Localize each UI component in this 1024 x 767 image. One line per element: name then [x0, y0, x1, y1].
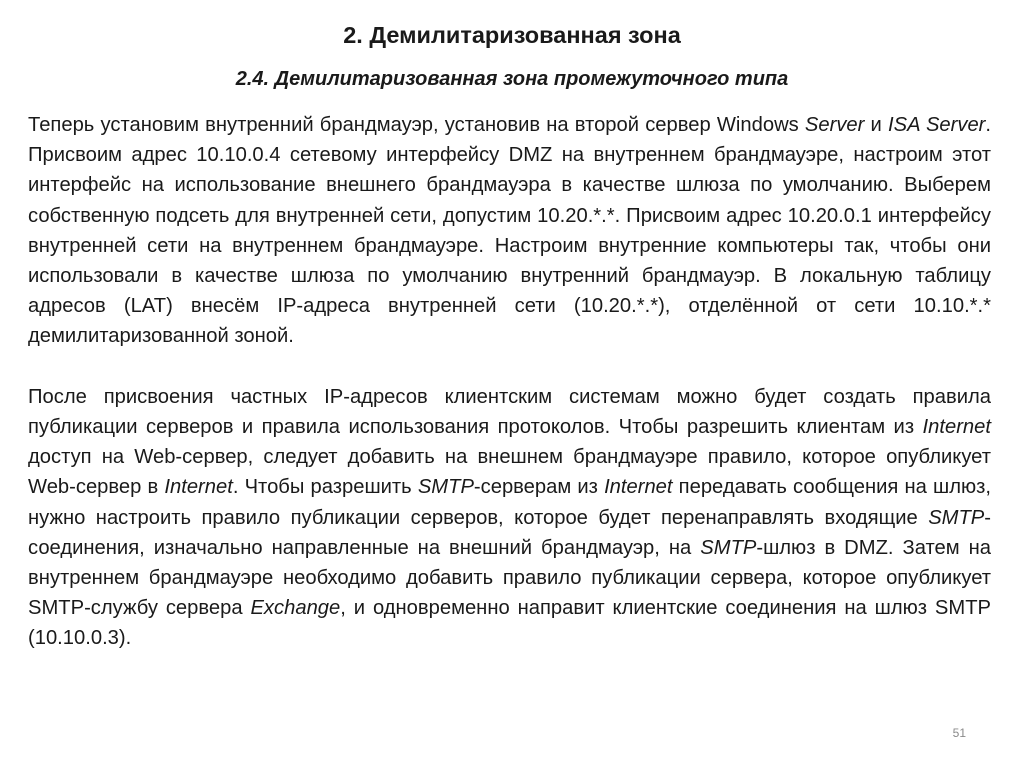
italic-term: Internet [922, 416, 991, 439]
text-run: . Присвоим адрес 10.10.0.4 сетевому интерфейсу DMZ на внутреннем брандмауэре, настроим этот интерфейс на использование внешнего брандмауэра в качестве шлюза по умолчанию. Выберем собственную подсеть для внутренней сети, допустим 10.20.*.*. Присвоим адрес 10.20.0.1 интерфейсу внутренней сети на внутреннем брандмауэре. Настроим внутренние компьютеры так, чтобы они использовали в качестве шлюза по умолчанию внутренний брандмауэр. В локальную таблицу адресов (LAT) внесём IP-адреса внутренней сети (10.20.*.*), отделённой от сети 10.10.*.* демилитаризованной зоной. [28, 114, 992, 348]
text-run: -соединения, изначально направленные на внешний брандмауэр, на [28, 506, 991, 559]
text-run: Теперь установим внутренний брандмауэр, установив на второй сервер Windows [28, 114, 805, 136]
italic-term: Internet [164, 476, 233, 499]
text-run: доступ на Web-сервер, следует добавить на внешнем брандмауэре правило, которое опубликует Web-сервер в [28, 446, 991, 499]
slide-subtitle: 2.4. Демилитаризованная зона промежуточного типа [235, 68, 789, 90]
text-run: -серверам из [473, 476, 605, 499]
page-number: 51 [952, 726, 966, 740]
text-run: . Чтобы разрешить [232, 476, 418, 499]
italic-term: Exchange [250, 597, 341, 620]
slide-body [28, 110, 991, 654]
italic-term: ISA Server [888, 114, 986, 136]
paragraph-dmz-setup [28, 110, 991, 352]
text-run: , и одновременно направит клиентские соединения на шлюз SMTP (10.10.0.3). [28, 597, 991, 650]
italic-term: SMTP [417, 476, 474, 499]
slide-title: 2. Демилитаризованная зона [343, 22, 681, 48]
text-run: -шлюз в DMZ. Затем на внутреннем брандмауэре необходимо добавить правило публикации сервера, которое опубликует SMTP-службу сервера [28, 536, 991, 620]
paragraph-publishing-rules [28, 382, 991, 654]
italic-term: SMTP [700, 536, 757, 559]
italic-term: Internet [604, 476, 673, 499]
text-run: передавать сообщения на шлюз, нужно настроить правило публикации серверов, которое будет перенаправлять входящие [28, 476, 991, 529]
text-run: После присвоения частных IP-адресов клиентским системам можно будет создать правила публикации серверов и правила использования протоколов. Чтобы разрешить клиентам из [28, 385, 991, 439]
italic-term: Server [804, 114, 865, 136]
italic-term: SMTP [928, 506, 985, 529]
text-run: и [864, 114, 888, 136]
